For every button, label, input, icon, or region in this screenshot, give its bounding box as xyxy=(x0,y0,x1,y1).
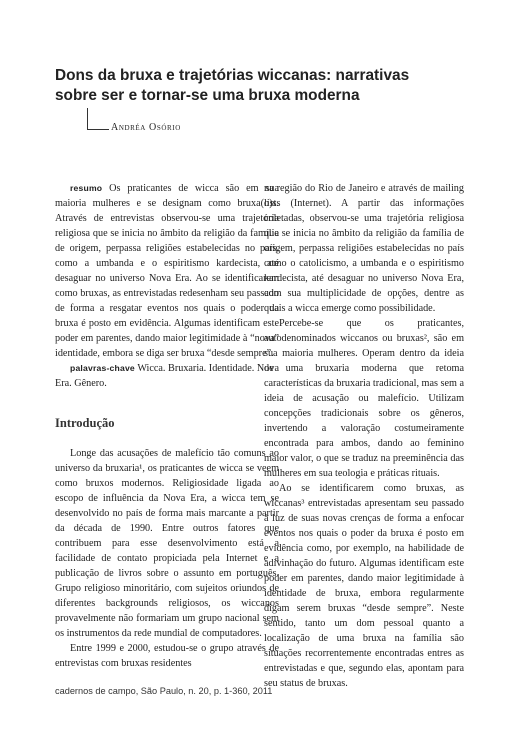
abstract-block xyxy=(55,181,279,391)
section-heading: Introdução xyxy=(55,416,115,430)
intro-paragraph-4: Ao se identificarem como bruxas, as wiccanas³ entrevistadas apresentam seu passado à luz de suas novas crenças de forma a enfocar eventos nos quais o poder da bruxa é posto em evidência como, por exemplo, na habilidade de adivinhação do futuro. Algumas identificam este poder em parentes, dando maior legitimidade à identidade de bruxa, embora regularmente digam serem bruxas “desde sempre”. Neste sentido, tanto um dom pessoal quanto a localização de uma bruxa na família são situações recorrentemente encontradas entres as entrevistadas e que, segundo elas, apontam para seu status de bruxas. xyxy=(264,483,464,689)
author-rule-horizontal xyxy=(87,129,109,130)
abstract-paragraph xyxy=(55,181,279,361)
author-name: Andréa Osório xyxy=(111,122,181,133)
intro-left-column xyxy=(55,446,279,671)
article-title-line-1: Dons da bruxa e trajetórias wiccanas: narrativas xyxy=(55,67,410,84)
intro-paragraph-2-start: Entre 1999 e 2000, estudou-se o grupo através de entrevistas com bruxas residentes xyxy=(55,643,279,669)
footer-citation: cadernos de campo, São Paulo, n. 20, p. 1-360, 2011 xyxy=(55,686,273,696)
abstract-label: resumo xyxy=(70,183,103,193)
intro-paragraph-3: Percebe-se que os praticantes, autodenominados wiccanos ou bruxas², são em sua maioria mulheres. Operam dentro da ideia de uma bruxaria moderna que retoma características da bruxaria tradicional, mas sem a ideia de acusação ou malefício. Utilizam concepções tradicionais sobre os gêneros, invertendo a valoração costumeiramente encontrada para ambos, dando ao feminino maior valor, o que se traduz na preeminência das mulheres em sua teologia e práticas rituais. xyxy=(264,318,464,479)
keywords-text: Wicca. Bruxaria. Identidade. Nova Era. Gênero. xyxy=(55,363,279,389)
article-title xyxy=(55,66,475,106)
keywords-label: palavras-chave xyxy=(70,363,135,373)
intro-paragraph-2-end: na região do Rio de Janeiro e através de mailing lists (Internet). A partir das informações coletadas, observou-se uma trajetória religiosa que se inicia no âmbito da religião da família de origem, perpassa religiões estabelecidas no país como o catolicismo, a umbanda e o espiritismo kardecista, até desaguar no universo Nova Era, com sua multiplicidade de opções, dentre as quais a wicca emerge como possibilidade. xyxy=(264,183,464,314)
author-rule-vertical xyxy=(87,108,88,130)
intro-right-column xyxy=(264,181,464,691)
keywords-paragraph xyxy=(55,361,279,391)
intro-paragraph-1: Longe das acusações de malefício tão comuns ao universo da bruxaria¹, os praticantes de wicca se veem como bruxos modernos. Religiosidade ligada ao escopo de influência da Nova Era, a wicca tem se desenvolvido no país de forma mais marcante a partir da década de 1990. Entre outros fatores que contribuem para esse desenvolvimento está a facilidade de contato propiciada pela Internet e a publicação de livros sobre o assunto em português. Grupo religioso minoritário, com sujeitos oriundos de diferentes backgrounds religiosos, os wiccanos provavelmente não formariam um grupo nacional sem os instrumentos da rede mundial de computadores. xyxy=(55,448,279,639)
article-title-line-2: sobre ser e tornar-se uma bruxa moderna xyxy=(55,87,360,104)
abstract-text: Os praticantes de wicca são em sua maioria mulheres e se designam como bruxa(o)s. Através de entrevistas observou-se uma trajetória religiosa que se inicia no âmbito da religião da família de origem, perpassa religiões estabelecidas no país, como a umbanda e o espiritismo kardecista, até desaguar no universo Nova Era. Ao se identificarem como bruxas, as entrevistadas redesenham seu passado de forma a resgatar eventos nos quais o poder da bruxa é posto em evidência. Algumas identificam este poder em parentes, dando maior legitimidade à “nova” identidade, embora se diga ser bruxa “desde sempre”. xyxy=(55,183,279,359)
